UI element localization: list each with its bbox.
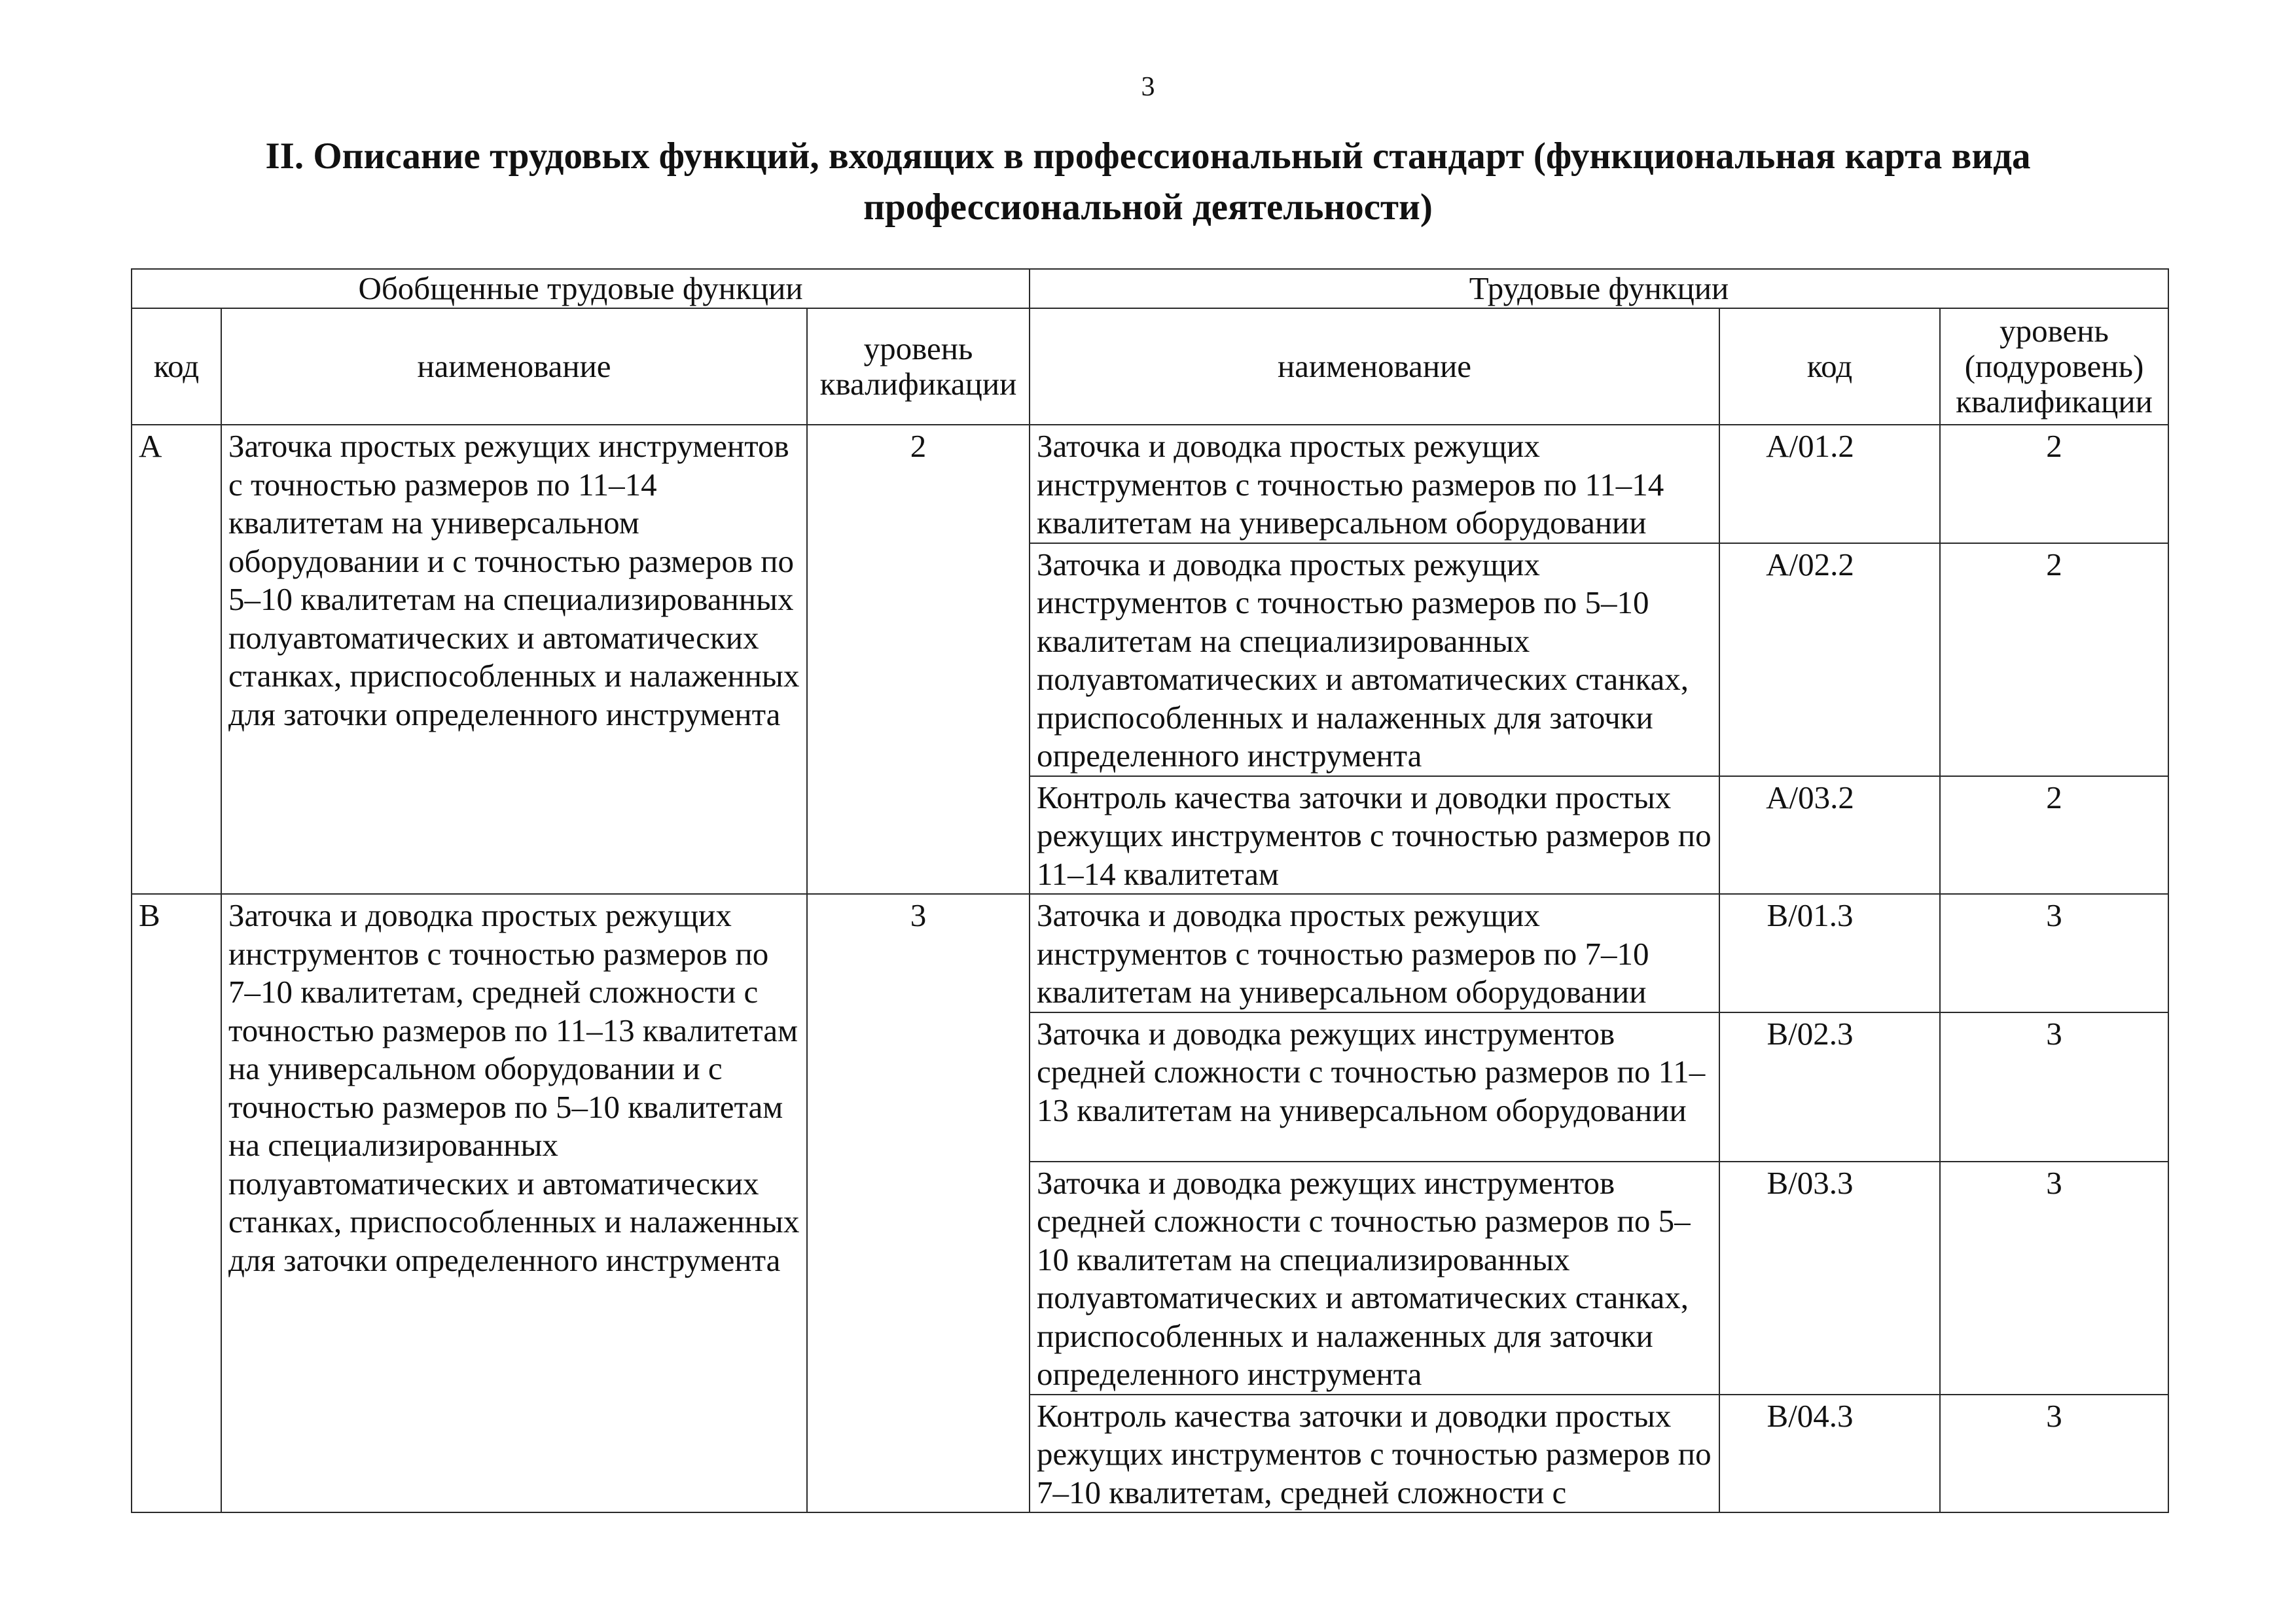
- tf-level-cell: 3: [1940, 1162, 2168, 1395]
- table-row: [132, 425, 2168, 543]
- tf-code-cell: A/03.2: [1719, 776, 1940, 895]
- table-row: [132, 894, 2168, 1012]
- tf-name-cell: Заточка и доводка простых режущих инструментов с точностью размеров по 7–10 квалитетам на универсальном оборудовании: [1030, 894, 1719, 1012]
- tf-name-cell: Заточка и доводка простых режущих инструментов с точностью размеров по 5–10 квалитетам на специализированных полуавтоматических и автоматических станках, приспособленных и налаженных для заточки определенного инструмента: [1030, 543, 1719, 776]
- otf-name-cell: Заточка и доводка простых режущих инструментов с точностью размеров по 7–10 квалитетам, средней сложности с точностью размеров по 11–13 квалитетам на универсальном оборудовании и с точностью размеров по 5–10 квалитетам на специализированных полуавтоматических и автоматических станках, приспособленных и налаженных для заточки определенного инструмента: [221, 894, 807, 1512]
- functional-map-table: [131, 268, 2169, 1513]
- generalized-functions-header: Обобщенные трудовые функции: [132, 269, 1030, 308]
- tf-name-cell: Контроль качества заточки и доводки простых режущих инструментов с точностью размеров по 11–14 квалитетам: [1030, 776, 1719, 895]
- tf-code-cell: B/03.3: [1719, 1162, 1940, 1395]
- tf-level-cell: 2: [1940, 543, 2168, 776]
- tf-code-header: код: [1719, 308, 1940, 425]
- otf-code-header: код: [132, 308, 221, 425]
- tf-code-cell: A/02.2: [1719, 543, 1940, 776]
- tf-code-cell: A/01.2: [1719, 425, 1940, 543]
- section-heading: II. Описание трудовых функций, входящих в профессиональный стандарт (функциональная карта вида профессиональной деятельности): [265, 135, 2031, 228]
- tf-level-cell: 2: [1940, 425, 2168, 543]
- tf-name-cell: Контроль качества заточки и доводки простых режущих инструментов с точностью размеров по 7–10 квалитетам, средней сложности с: [1030, 1395, 1719, 1513]
- otf-code-cell: B: [132, 894, 221, 1512]
- otf-code-cell: A: [132, 425, 221, 894]
- tf-level-cell: 3: [1940, 894, 2168, 1012]
- otf-level-cell: 3: [807, 894, 1030, 1512]
- tf-name-cell: Заточка и доводка режущих инструментов средней сложности с точностью размеров по 5–10 квалитетам на специализированных полуавтоматических и автоматических станках, приспособленных и налаженных для заточки определенного инструмента: [1030, 1162, 1719, 1395]
- tf-level-cell: 3: [1940, 1395, 2168, 1513]
- labor-functions-header: Трудовые функции: [1030, 269, 2168, 308]
- otf-level-cell: 2: [807, 425, 1030, 894]
- tf-code-cell: B/02.3: [1719, 1012, 1940, 1162]
- tf-name-cell: Заточка и доводка режущих инструментов средней сложности с точностью размеров по 11–13 квалитетам на универсальном оборудовании: [1030, 1012, 1719, 1162]
- tf-level-cell: 3: [1940, 1012, 2168, 1162]
- otf-name-header: наименование: [221, 308, 807, 425]
- tf-name-header: наименование: [1030, 308, 1719, 425]
- page-number: 3: [1141, 72, 1155, 102]
- tf-level-header: уровень (подуровень) квалификации: [1940, 308, 2168, 425]
- otf-name-cell: Заточка простых режущих инструментов с точностью размеров по 11–14 квалитетам на универсальном оборудовании и с точностью размеров по 5–10 квалитетам на специализированных полуавтоматических и автоматических станках, приспособленных и налаженных для заточки определенного инструмента: [221, 425, 807, 894]
- tf-level-cell: 2: [1940, 776, 2168, 895]
- tf-code-cell: B/04.3: [1719, 1395, 1940, 1513]
- otf-level-header: уровень квалификации: [807, 308, 1030, 425]
- tf-code-cell: B/01.3: [1719, 894, 1940, 1012]
- tf-name-cell: Заточка и доводка простых режущих инструментов с точностью размеров по 11–14 квалитетам на универсальном оборудовании: [1030, 425, 1719, 543]
